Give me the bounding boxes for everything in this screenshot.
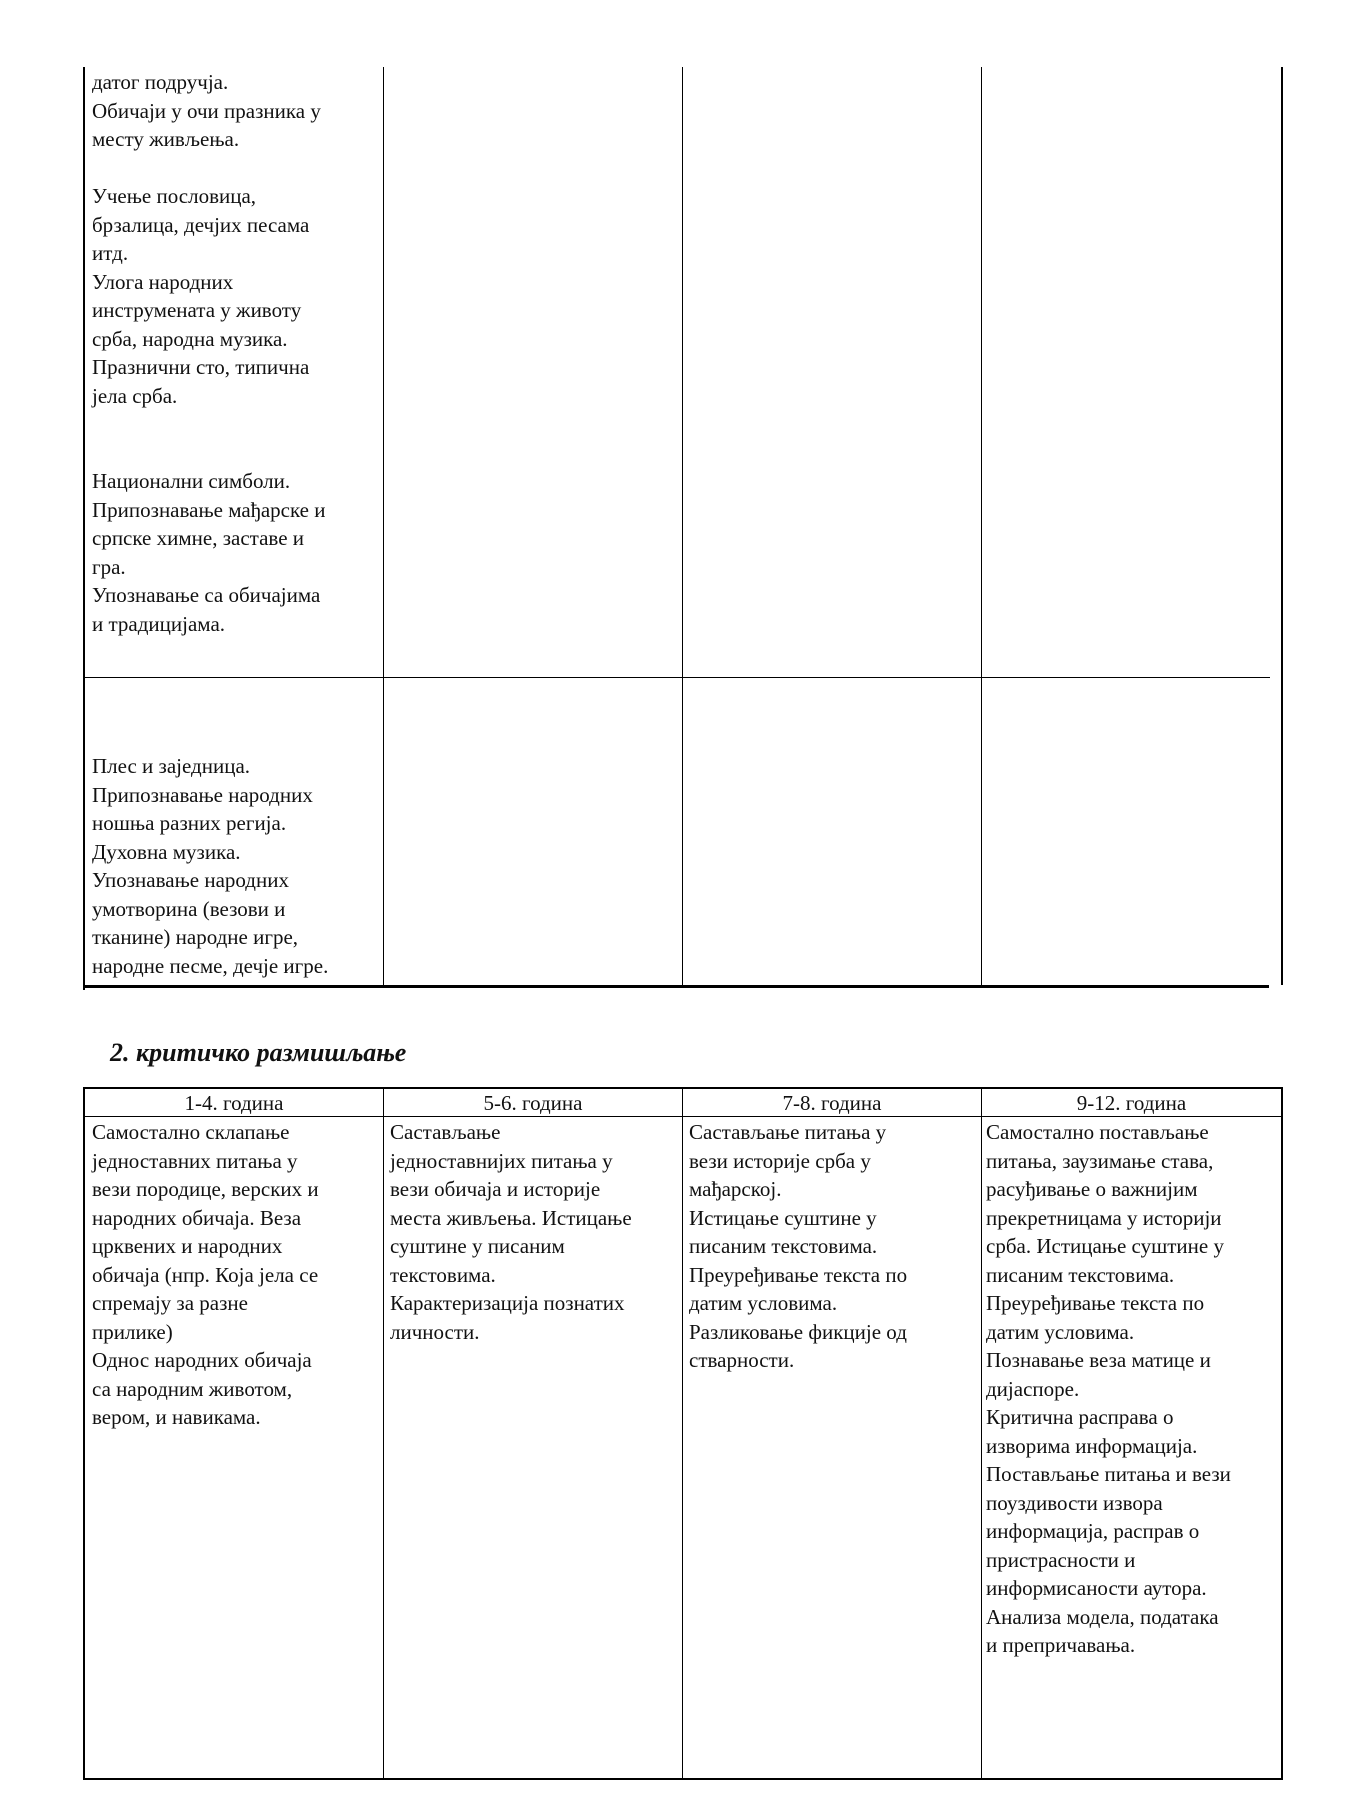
table2-cell-4: Самостално постављање питања, заузимање става, расуђивање о важнијим прекретницама у историји срба. Истицање суштине у писаним текстовима. Преуређивање текста по датим условима. Познавање веза матице и дијаспоре. Критична расправа о изворима информација. Постављање питања и вези поуздивости извора информација, расправ о пристрасности и информисаности аутора. Анализа модела, података и препричавања.	[986, 1120, 1231, 1657]
top-table-row-divider	[83, 677, 1270, 678]
top-table-border-left	[83, 67, 85, 990]
top-table-row1-cell-1: датог подручја. Обичаји у очи празника у месту живљења. Учење пословица, брзалица, дечјих песама итд. Улога народних инструмената у животу срба, народна музика. Празнични сто, типична јела срба. Национални симболи. Припознавање мађарске и српске химне, заставе и гра. Упознавање са обичајима и традицијама.	[92, 70, 326, 636]
top-table-border-right	[1281, 67, 1283, 985]
table2-header-1: 1-4. година	[184, 1091, 284, 1115]
table2-divider-2	[682, 1087, 683, 1780]
table2-border-left	[83, 1087, 85, 1780]
table2-header-4: 9-12. година	[1076, 1091, 1187, 1115]
table2-header-2: 5-6. година	[483, 1091, 583, 1115]
top-table-row2-cell-1: Плес и заједница. Припознавање народних ношња разних регија. Духовна музика. Упознавање народних умотворина (везови и тканине) народне игре, народне песме, дечје игре.	[92, 754, 329, 978]
table2-cell-3: Састављање питања у вези историје срба у мађарској. Истицање суштине у писаним текстовима. Преуређивање текста по датим условима. Разликовање фикције од стварности.	[689, 1120, 908, 1372]
table2-divider-3	[981, 1087, 982, 1780]
top-table-divider-2	[682, 67, 683, 985]
table2-header-3: 7-8. година	[782, 1091, 882, 1115]
section-title: 2. критичко размишљање	[110, 1038, 407, 1067]
table2-cell-2: Састављање једноставнијих питања у вези обичаја и историје места живљења. Истицање суштине у писаним текстовима. Карактеризација познатих личности.	[390, 1120, 632, 1344]
table2-border-bottom	[83, 1778, 1283, 1780]
table2-cell-1: Самостално склапање једноставних питања у вези породице, верских и народних обичаја. Веза црквених и народних обичаја (нпр. Која јела се спремају за разне прилике) Однос народних обичаја са народним животом, вером, и навикама.	[92, 1120, 319, 1429]
table2-divider-1	[383, 1087, 384, 1780]
top-table-divider-1	[383, 67, 384, 985]
top-table-border-bottom	[83, 985, 1269, 988]
top-table-divider-3	[981, 67, 982, 985]
table2-border-right	[1281, 1087, 1283, 1780]
